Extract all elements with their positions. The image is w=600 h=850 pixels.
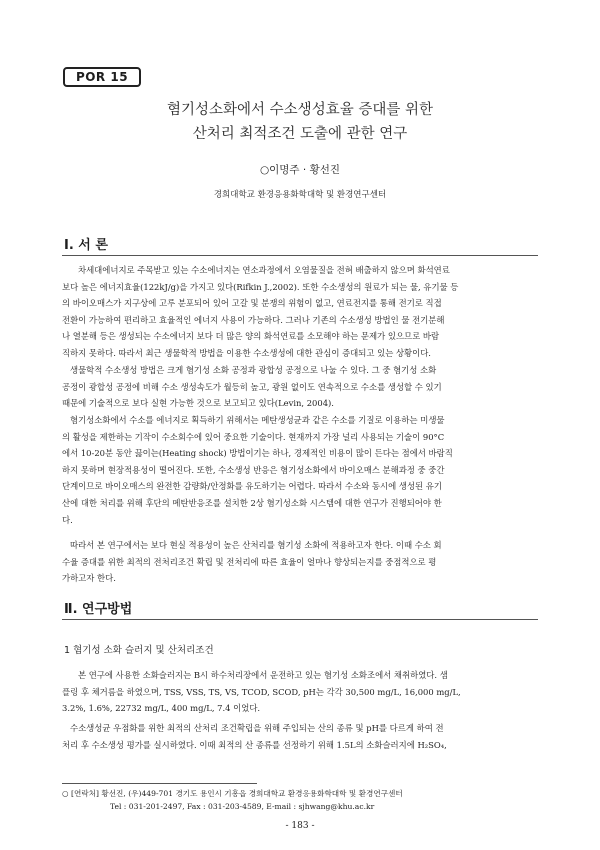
text-line: 생물학적 수소생성 방법은 크게 혐기성 소화 공정과 광합성 공정으로 나눌 수 있다. 그 중 혐기성 소화 (70, 365, 437, 375)
text-line: 3.2%, 1.6%, 22732 mg/L, 400 mg/L, 7.4 이었다. (62, 703, 261, 714)
text-line: 가하고자 한다. (62, 573, 116, 584)
text-line: 에서 10-20분 동안 끓이는(Heating shock) 방법이기는 하나, 경제적인 비용이 많이 든다는 점에서 바람직 (62, 448, 453, 459)
page-number: - 183 - (285, 821, 315, 831)
text-line: 보다 높은 에너지효율(122kJ/g)을 가지고 있다(Rifkin J.,2002). 또한 수소생성의 원료가 되는 물, 유기물 등 (62, 281, 459, 292)
author-affiliation: 경희대학교 환경응용화학대학 및 환경연구센터 (213, 190, 387, 200)
paper-title-line-1: 혐기성소화에서 수소생성효율 증대를 위한 (167, 102, 433, 118)
intro-paragraph-4 (62, 537, 540, 587)
text-line: 플링 후 체거름을 하였으며, TSS, VSS, TS, VS, TCOD, SCOD, pH는 각각 30,500 mg/L, 16,000 mg/L, (62, 686, 461, 697)
text-line: 혐기성소화에서 수소를 에너지로 획득하기 위해서는 메탄생성균과 같은 수소를 기질로 이용하는 미생물 (70, 415, 445, 425)
subsection-heading: 1 혐기성 소화 슬러지 및 산처리조건 (64, 645, 214, 656)
text-line: 수율 증대를 위한 최적의 전처리조건 확립 및 전처리에 따른 효율이 얼마나 향상되는지를 중점적으로 평 (62, 556, 437, 567)
methods-paragraph-1 (62, 667, 540, 717)
text-line: 하지 못하며 현장적용성이 떨어진다. 또한, 수소생성 반응은 혐기성소화에서 바이오매스 분해과정 중 중간 (62, 464, 445, 475)
paper-code-badge: POR 15 (63, 67, 141, 87)
footnote-divider (62, 783, 257, 784)
text-line: 나 열분해 등은 생성되는 수소에너지 보다 더 많은 양의 화석연료를 소모해야 하는 문제가 있으므로 바람 (62, 331, 440, 342)
intro-paragraph-1 (62, 262, 540, 362)
section-divider (62, 255, 538, 256)
paper-title-line-2: 산처리 최적조건 도출에 관한 연구 (192, 126, 408, 142)
intro-paragraph-2 (62, 362, 540, 412)
text-line: 산에 대한 처리를 위해 후단의 메탄반응조를 설치한 2상 혐기성소화 시스템에 대한 연구가 진행되어야 한 (62, 497, 442, 508)
text-line: 때문에 기술적으로 보다 실현 가능한 것으로 보고되고 있다(Levin, 2004). (62, 398, 334, 409)
text-line: 공정이 광합성 공정에 비해 수소 생성속도가 월등히 높고, 광원 없이도 연속적으로 수소를 생성할 수 있기 (62, 381, 442, 392)
author-list: ○이명주 · 황선진 (259, 164, 341, 176)
footnote-contact: ○ [연락처] 황선진, (우)449-701 경기도 용인시 기흥읍 경희대학교 환경응용화학대학 및 환경연구센터 (62, 789, 403, 798)
section-heading-methods: Ⅱ. 연구방법 (64, 602, 133, 617)
text-line: 본 연구에 사용한 소화슬러지는 B시 하수처리장에서 운전하고 있는 혐기성 소화조에서 채취하였다. 샘 (78, 670, 448, 680)
text-line: 직하지 못하다. 따라서 최근 생물학적 방법을 이용한 수소생성에 대한 관심이 증대되고 있는 상황이다. (62, 347, 431, 358)
text-line: 수소생성균 우점화를 위한 최적의 산처리 조건확립을 위해 주입되는 산의 종류 및 pH를 다르게 하여 전 (70, 723, 444, 733)
text-line: 처리 후 수소생성 평가를 실시하였다. 이때 최적의 산 종류를 선정하기 위해 1.5L의 소화슬러지에 H₂SO₄, (62, 739, 447, 750)
footnote-contact-details: Tel : 031-201-2497, Fax : 031-203-4589, E-mail : sjhwang@khu.ac.kr (110, 802, 375, 811)
text-line: 의 바이오매스가 지구상에 고루 분포되어 있어 고갈 및 분쟁의 위험이 없고, 연료전지를 통해 전기로 직접 (62, 298, 442, 309)
text-line: 단계이므로 바이오매스의 완전한 감량화/안정화를 유도하기는 어렵다. 따라서 수소와 동시에 생성된 유기 (62, 481, 442, 492)
section-heading-introduction: Ⅰ. 서 론 (64, 238, 108, 253)
methods-paragraph-2 (62, 720, 540, 753)
text-line: 따라서 본 연구에서는 보다 현실 적용성이 높은 산처리를 혐기성 소화에 적용하고자 한다. 이때 수소 회 (70, 540, 442, 550)
intro-paragraph-3 (62, 412, 540, 528)
text-line: 의 활성을 제한하는 기작이 수소회수에 있어 중요한 기술이다. 현재까지 가장 널리 사용되는 기술이 90°C (62, 431, 445, 442)
section-divider (62, 619, 538, 620)
text-line: 차세대에너지로 주목받고 있는 수소에너지는 연소과정에서 오염물질을 전혀 배출하지 않으며 화석연료 (78, 265, 450, 275)
text-line: 다. (62, 514, 73, 525)
text-line: 전환이 가능하여 편리하고 효율적인 에너지 사용이 가능하다. 그러나 기존의 수소생성 방법인 물 전기분해 (62, 314, 445, 325)
